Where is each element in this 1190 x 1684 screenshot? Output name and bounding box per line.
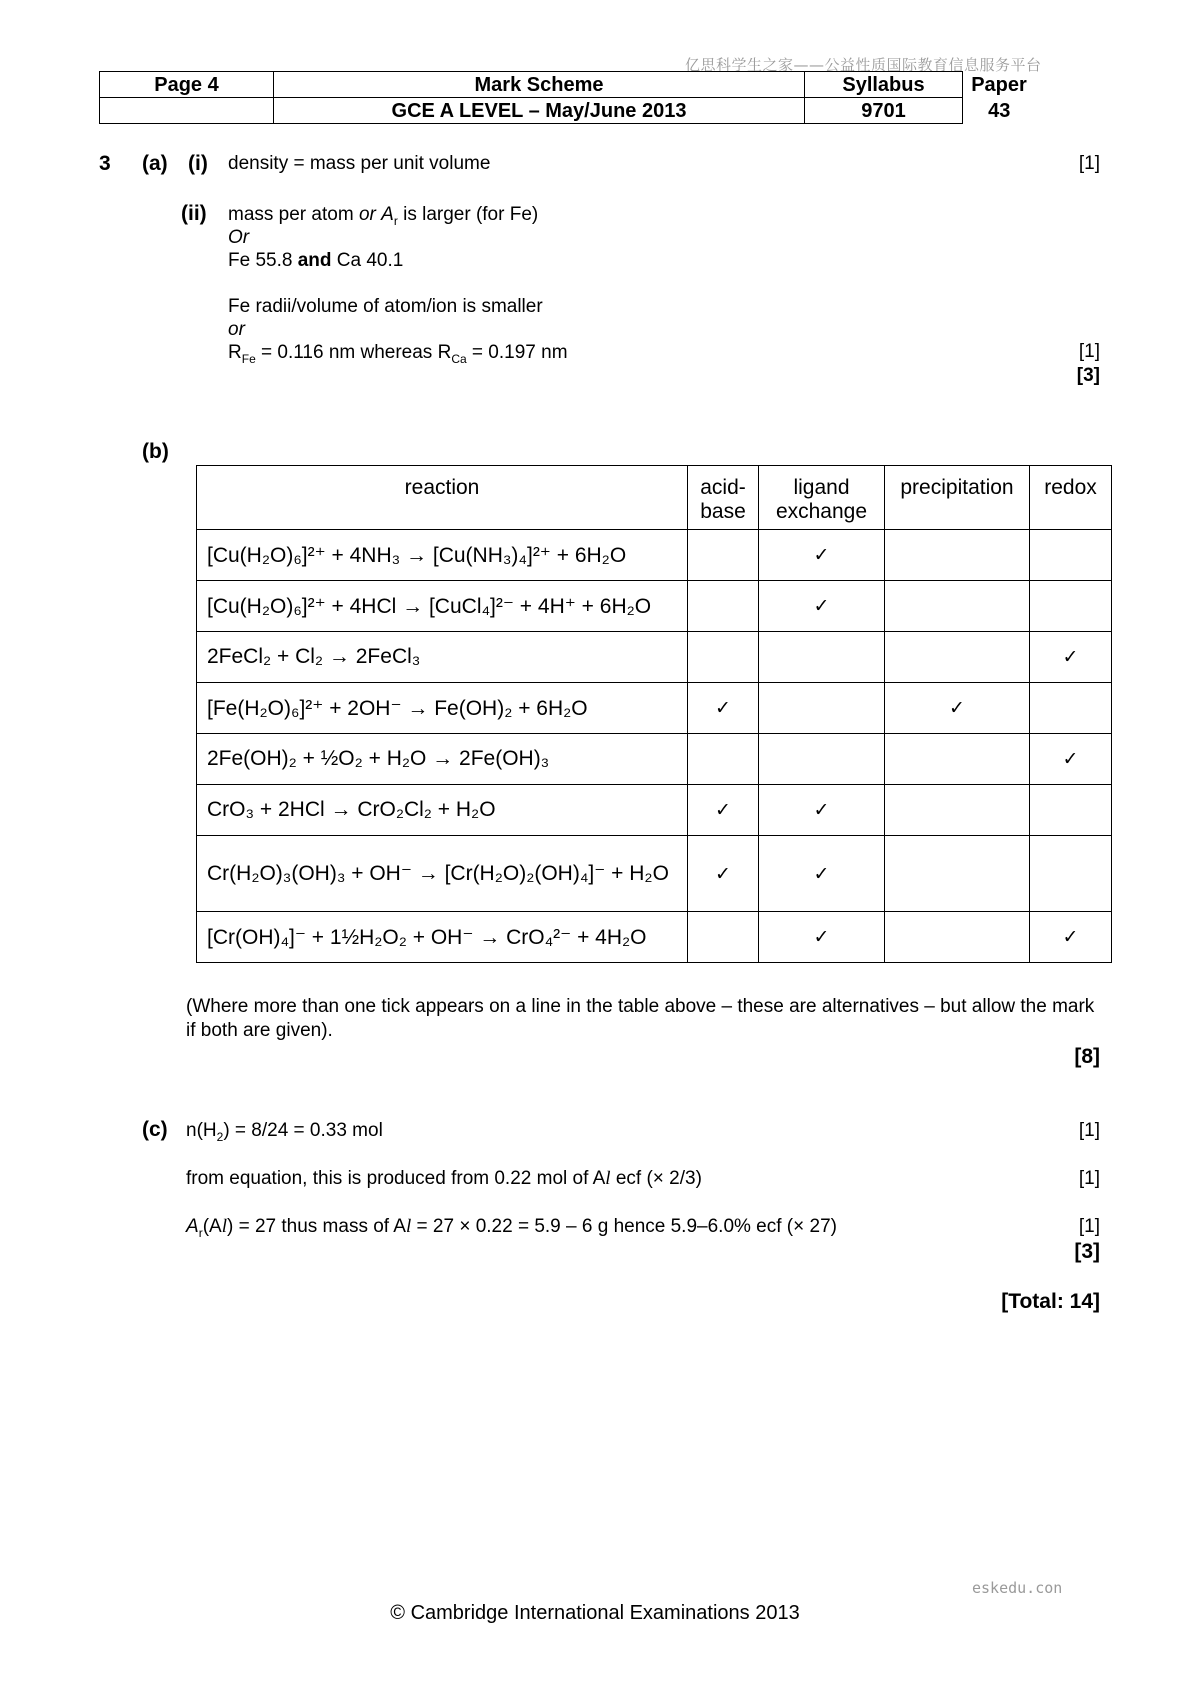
part-a-label: (a) (142, 152, 168, 175)
header-paper: 43 (988, 99, 1011, 122)
reaction-cell: [Cr(OH)₄]⁻ + 1½H₂O₂ + OH⁻ → CrO₄²⁻ + 4H₂O (197, 912, 688, 963)
part-a-ii-line1: mass per atom or $A_r$ is larger (for Fe) (228, 204, 539, 228)
tick-precipitation (885, 581, 1030, 632)
part-a-i-label: (i) (188, 152, 208, 175)
tick-ligand-exchange (759, 734, 885, 785)
col-reaction: reaction (197, 466, 688, 530)
tick-precipitation (885, 632, 1030, 683)
tick-redox (1030, 836, 1112, 912)
table-row (197, 836, 1112, 912)
table-row (197, 683, 1112, 734)
reaction-cell: CrO₃ + 2HCl → CrO₂Cl₂ + H₂O (197, 785, 688, 836)
tick-precipitation: ✓ (885, 683, 1030, 734)
tick-ligand-exchange: ✓ (759, 581, 885, 632)
part-c-line1: $n(H_2) = 8/24 = 0.33$ mol (186, 1120, 383, 1144)
table-row (197, 632, 1112, 683)
header-syllabus: 9701 (805, 98, 963, 124)
tick-acid-base: ✓ (688, 683, 759, 734)
part-c-total: [3] (1074, 1240, 1100, 1263)
tick-acid-base (688, 530, 759, 581)
tick-redox (1030, 785, 1112, 836)
reaction-cell: 2FeCl₂ + Cl₂ → 2FeCl₃ (197, 632, 688, 683)
table-row (197, 734, 1112, 785)
table-row (197, 785, 1112, 836)
tick-precipitation (885, 734, 1030, 785)
col-ligand-exchange: ligand exchange (759, 466, 885, 530)
part-a-ii-line4: $R_{Fe} = 0.116$ nm whereas $R_{Ca} = 0.197$ nm (228, 342, 568, 366)
tick-redox: ✓ (1030, 912, 1112, 963)
part-b-label: (b) (142, 440, 169, 463)
part-c-line3: $A_r(Al) = 27$ thus mass of Al = 27 × 0.22 = 5.9 – 6 g hence 5.9–6.0% ecf (× 27) (186, 1216, 837, 1240)
header-rule (272, 71, 952, 72)
tick-redox: ✓ (1030, 632, 1112, 683)
reaction-cell: 2Fe(OH)₂ + ½O₂ + H₂O → 2Fe(OH)₃ (197, 734, 688, 785)
part-a-ii-line2: Fe 55.8 and Ca 40.1 (228, 250, 404, 271)
tick-ligand-exchange: ✓ (759, 530, 885, 581)
header-exam: GCE A LEVEL – May/June 2013 (274, 98, 805, 124)
part-c-mark3: [1] (1078, 1216, 1100, 1237)
tick-acid-base (688, 632, 759, 683)
reaction-table (196, 465, 1112, 963)
part-b-note: (Where more than one tick appears on a line in the table above – these are alternatives – but allow the mark if both are given). (186, 996, 1095, 1041)
part-a-ii-label: (ii) (181, 202, 207, 225)
tick-redox (1030, 530, 1112, 581)
part-a-total: [3] (1076, 365, 1100, 386)
part-c-mark2: [1] (1078, 1168, 1100, 1189)
table-row (197, 581, 1112, 632)
reaction-cell: [Cu(H₂O)₆]²⁺ + 4NH₃ → [Cu(NH₃)₄]²⁺ + 6H₂O (197, 530, 688, 581)
tick-precipitation (885, 912, 1030, 963)
part-a-ii-line3: Fe radii/volume of atom/ion is smaller (228, 296, 543, 317)
part-c-label: (c) (142, 1118, 168, 1141)
tick-ligand-exchange: ✓ (759, 912, 885, 963)
tick-acid-base (688, 734, 759, 785)
tick-precipitation (885, 836, 1030, 912)
tick-acid-base: ✓ (688, 785, 759, 836)
col-precipitation: precipitation (885, 466, 1030, 530)
tick-redox: ✓ (1030, 734, 1112, 785)
tick-ligand-exchange: ✓ (759, 785, 885, 836)
table-row (197, 530, 1112, 581)
reaction-cell: Cr(H₂O)₃(OH)₃ + OH⁻ → [Cr(H₂O)₂(OH)₄]⁻ + H₂O (197, 836, 688, 912)
part-c-line2: from equation, this is produced from 0.22 mol of Al ecf (× 2/3) (186, 1168, 702, 1189)
footer-copyright: © Cambridge International Examinations 2013 (390, 1602, 800, 1624)
col-acid-base: acid- base (688, 466, 759, 530)
col-redox: redox (1030, 466, 1112, 530)
tick-redox (1030, 683, 1112, 734)
tick-precipitation (885, 530, 1030, 581)
tick-acid-base: ✓ (688, 836, 759, 912)
header-syllabus-label: Syllabus (805, 72, 963, 98)
tick-acid-base (688, 912, 759, 963)
reaction-cell: [Fe(H₂O)₆]²⁺ + 2OH⁻ → Fe(OH)₂ + 6H₂O (197, 683, 688, 734)
question-number: 3 (99, 152, 111, 175)
part-c-mark1: [1] (1078, 1120, 1100, 1141)
tick-ligand-exchange (759, 683, 885, 734)
grand-total: [Total: 14] (1001, 1290, 1100, 1313)
part-a-i-text: density = mass per unit volume (228, 153, 491, 174)
tick-precipitation (885, 785, 1030, 836)
tick-ligand-exchange: ✓ (759, 836, 885, 912)
part-a-i-mark: [1] (1078, 153, 1100, 174)
table-row (197, 912, 1112, 963)
part-a-ii-mark: [1] (1078, 341, 1100, 362)
watermark-top: 亿思科学生之家——公益性质国际教育信息服务平台 (685, 56, 1042, 74)
header-page: Page 4 (100, 72, 274, 98)
part-a-ii-or1: Or (228, 227, 250, 248)
part-a-ii-body (228, 203, 568, 364)
header-paper-label: Paper (971, 73, 1027, 96)
header-table (99, 71, 1036, 124)
tick-acid-base (688, 581, 759, 632)
reaction-cell: [Cu(H₂O)₆]²⁺ + 4HCl → [CuCl₄]²⁻ + 4H⁺ + 6H₂O (197, 581, 688, 632)
watermark-bottom: eskedu.con (972, 1579, 1063, 1597)
part-a-ii-or2: or (228, 319, 245, 340)
part-b-total: [8] (1074, 1045, 1100, 1068)
tick-redox (1030, 581, 1112, 632)
tick-ligand-exchange (759, 632, 885, 683)
header-doc: Mark Scheme (274, 72, 805, 98)
